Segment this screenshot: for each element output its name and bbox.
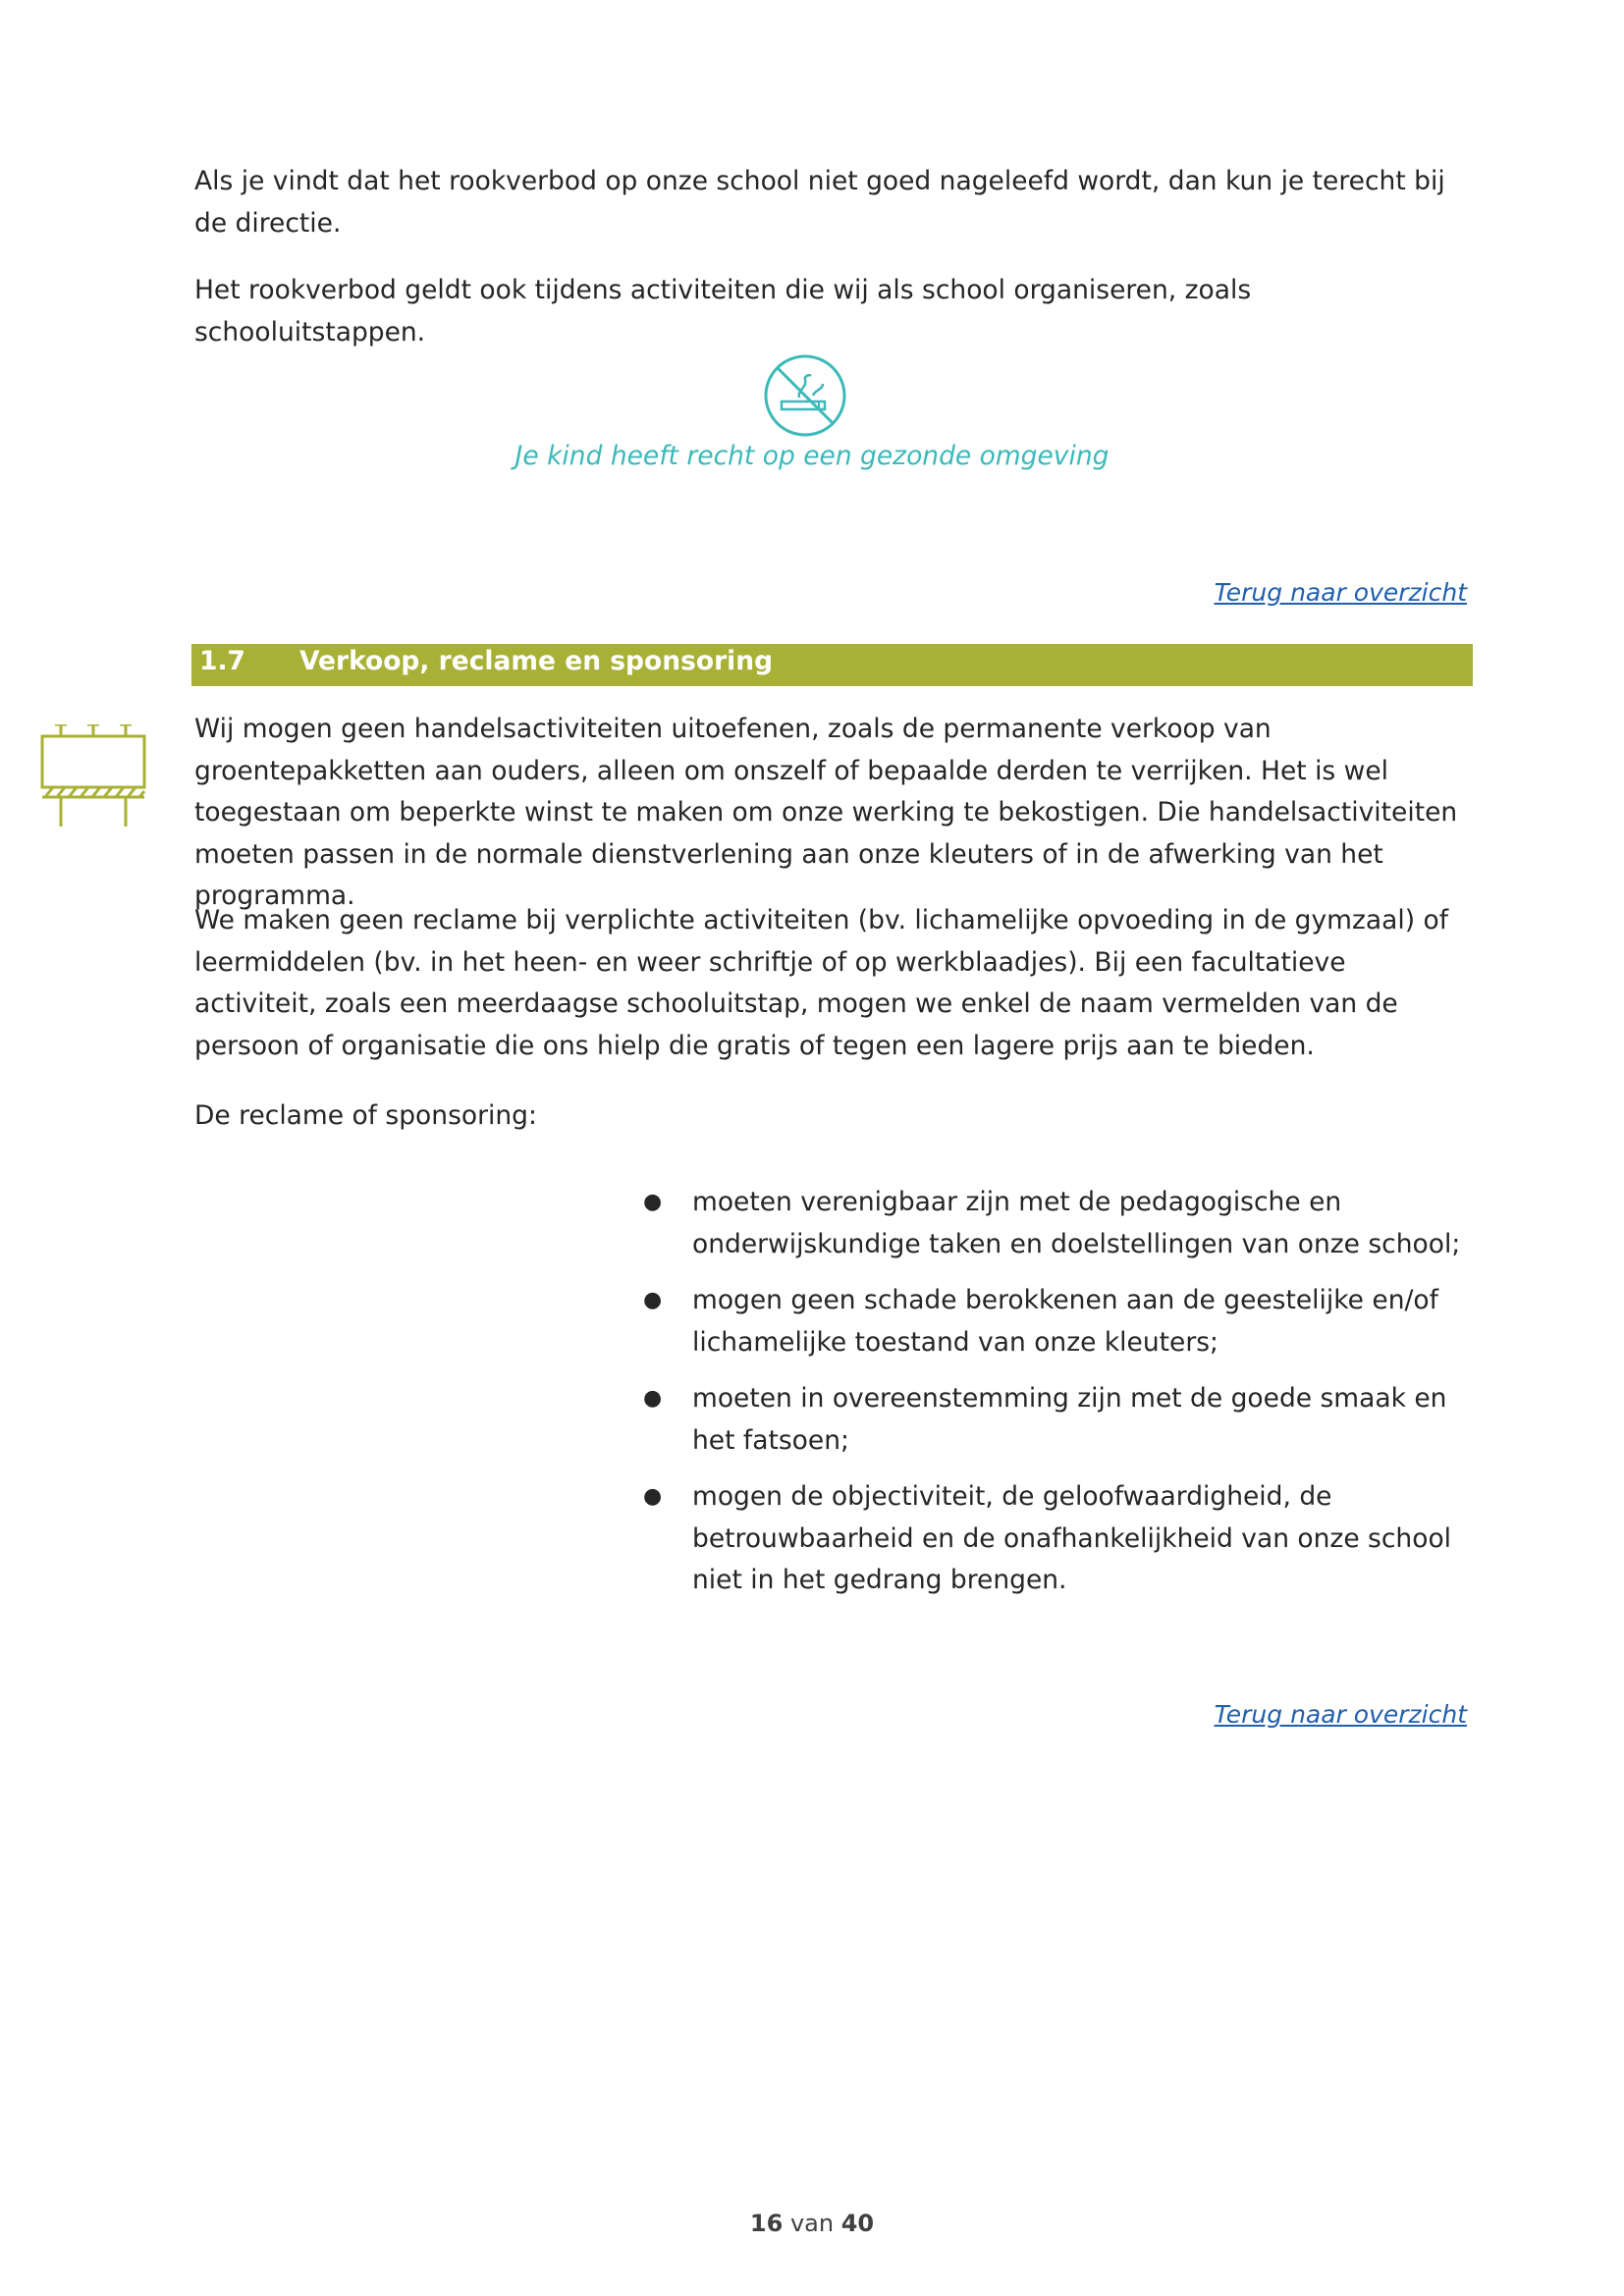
list-item	[643, 1476, 1468, 1602]
intro-paragraph-1: Als je vindt dat het rookverbod op onze school niet goed nageleefd wordt, dan kun je terecht bij de directie.	[194, 166, 1445, 239]
billboard-icon	[39, 724, 147, 832]
section-paragraph-1: Wij mogen geen handelsactiviteiten uitoefenen, zoals de permanente verkoop van groentepakketten aan ouders, alleen om onszelf of bepaalde derden te verrijken. Het is wel toegestaan om beperkte winst te maken om onze werking te bekostigen. Die handelsactiviteiten moeten passen in de normale dienstverlening aan onze kleuters of in de afwerking van het programma.	[194, 714, 1458, 911]
list-intro: De reclame of sponsoring:	[194, 1100, 537, 1131]
section-paragraph-2: We maken geen reclame bij verplichte activiteiten (bv. lichamelijke opvoeding in de gymzaal) of leermiddelen (bv. in het heen- en weer schriftje of op werkblaadjes). Bij een facultatieve activiteit, zoals een meerdaagse schooluitstap, mogen we enkel de naam vermelden van de persoon of organisatie die ons hielp die gratis of tegen een lagere prijs aan te bieden.	[194, 905, 1449, 1061]
back-to-overview-link[interactable]: Terug naar overzicht	[1214, 578, 1467, 607]
bullet-icon: ●	[643, 1190, 663, 1214]
section-heading	[191, 644, 1473, 686]
intro-paragraph-2: Het rookverbod geldt ook tijdens activiteiten die wij als school organiseren, zoals schooluitstappen.	[194, 275, 1252, 347]
no-smoking-icon	[762, 352, 848, 439]
section-number: 1.7	[199, 646, 245, 676]
page-separator: van	[789, 2210, 835, 2237]
total-pages: 40	[840, 2210, 875, 2237]
list-item-text: mogen geen schade berokkenen aan de geestelijke en/of lichamelijke toestand van onze kleuters;	[692, 1285, 1438, 1358]
list-item	[643, 1182, 1468, 1265]
list-item	[643, 1378, 1468, 1462]
conditions-list	[643, 1182, 1468, 1617]
list-item-text: moeten verenigbaar zijn met de pedagogische en onderwijskundige taken en doelstellingen van onze school;	[692, 1187, 1461, 1259]
current-page: 16	[749, 2210, 784, 2237]
bullet-icon: ●	[643, 1484, 663, 1509]
list-item	[643, 1280, 1468, 1363]
bullet-icon: ●	[643, 1386, 663, 1411]
healthy-environment-tagline: Je kind heeft recht op een gezonde omgeving	[514, 441, 1110, 471]
page-number	[0, 2206, 1624, 2241]
back-to-overview-link[interactable]: Terug naar overzicht	[1214, 1700, 1467, 1729]
bullet-icon: ●	[643, 1288, 663, 1312]
list-item-text: mogen de objectiviteit, de geloofwaardigheid, de betrouwbaarheid en de onafhankelijkheid van onze school niet in het gedrang brengen.	[692, 1481, 1452, 1595]
list-item-text: moeten in overeenstemming zijn met de goede smaak en het fatsoen;	[692, 1383, 1447, 1456]
section-title: Verkoop, reclame en sponsoring	[299, 646, 774, 676]
